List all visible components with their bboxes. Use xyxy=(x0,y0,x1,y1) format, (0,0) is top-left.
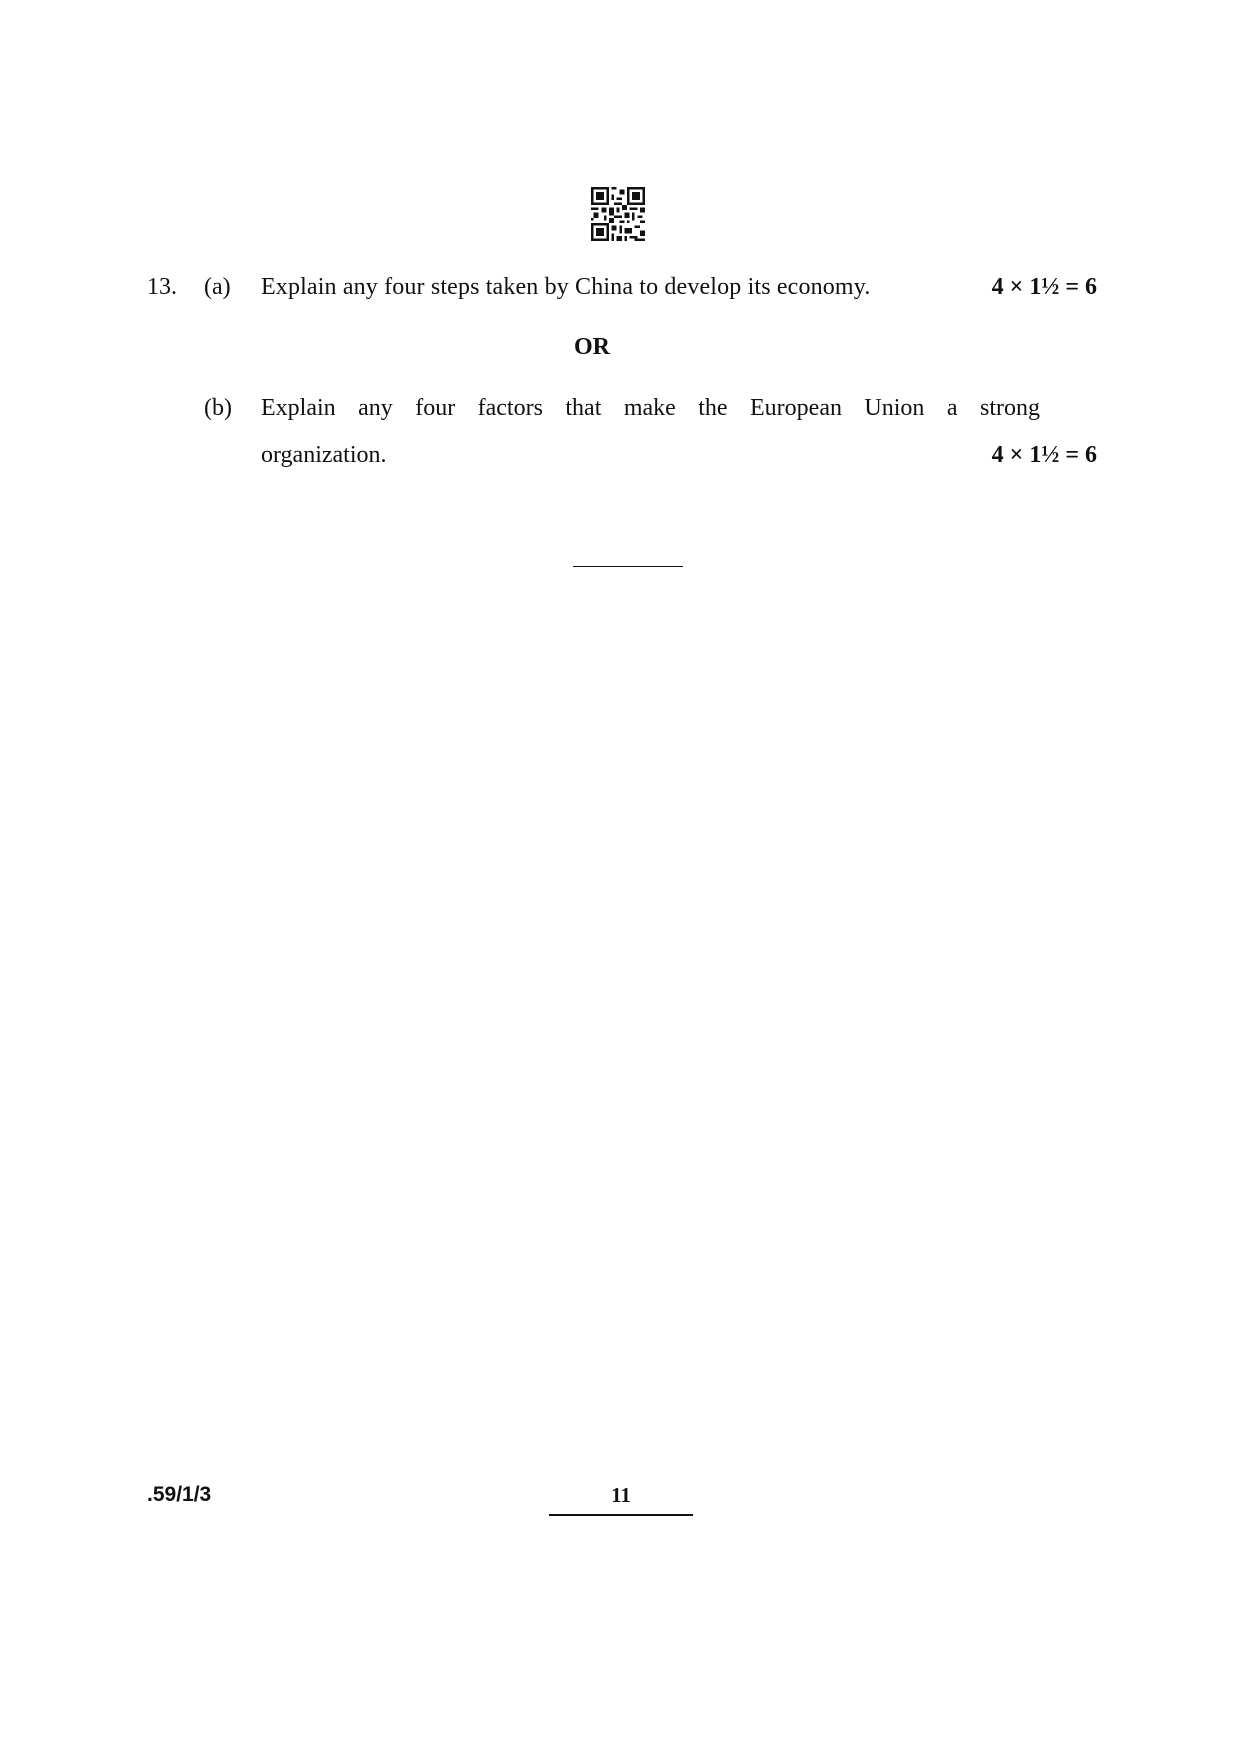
end-of-section-divider xyxy=(573,566,683,567)
question-number: 13. xyxy=(147,274,177,300)
or-separator: OR xyxy=(574,334,610,360)
paper-code: .59/1/3 xyxy=(147,1483,212,1506)
page-number: 11 xyxy=(611,1483,631,1507)
qr-code-icon xyxy=(591,187,645,241)
part-a-marks: 4 × 1½ = 6 xyxy=(991,274,1097,300)
part-a-label: (a) xyxy=(204,274,231,300)
part-a-question-text: Explain any four steps taken by China to develop its economy. xyxy=(261,274,871,300)
page-number-underline xyxy=(549,1514,693,1516)
part-b-question-text-line1: Explain any four factors that make the European Union a strong xyxy=(261,395,1040,421)
part-b-marks: 4 × 1½ = 6 xyxy=(991,442,1097,468)
part-b-label: (b) xyxy=(204,395,232,421)
part-b-question-text-line2: organization. xyxy=(261,442,387,468)
